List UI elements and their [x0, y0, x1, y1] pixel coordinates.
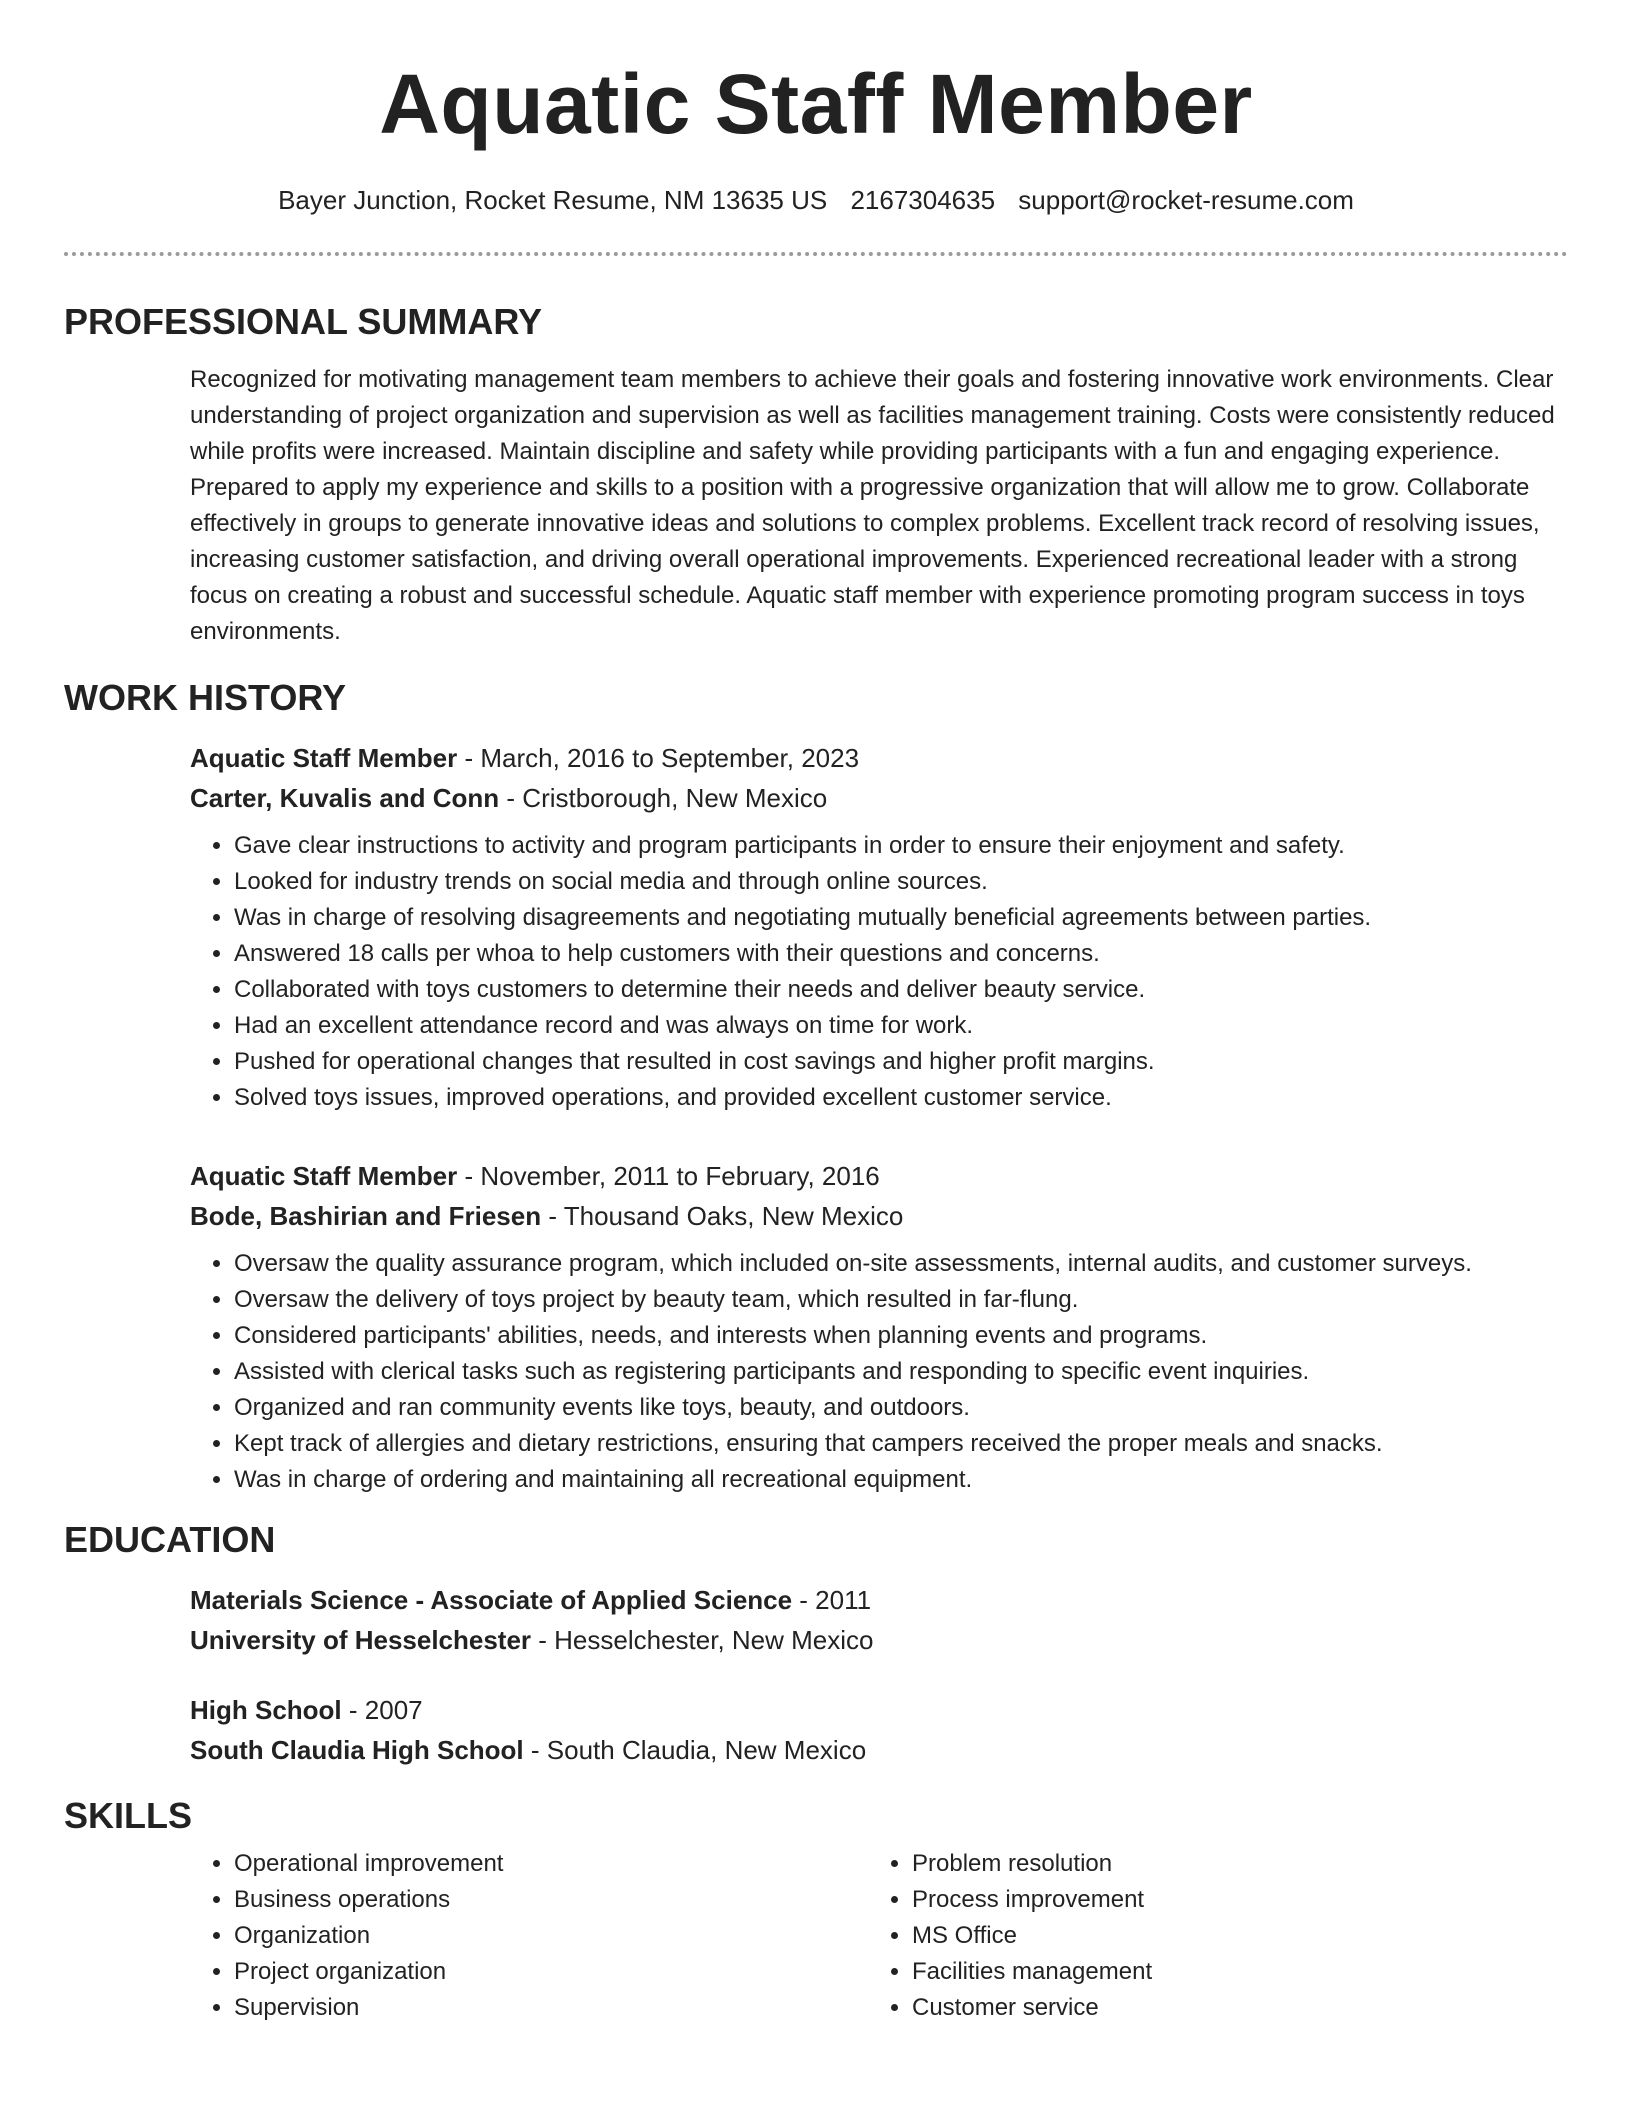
education-section	[64, 1518, 1568, 1770]
school-location: - South Claudia, New Mexico	[523, 1735, 867, 1765]
candidate-name: Aquatic Staff Member	[379, 57, 1253, 151]
job-duty: • Answered 18 calls per whoa to help customers with their questions and concerns.	[234, 936, 1568, 972]
graduation-year: - 2007	[341, 1695, 423, 1725]
school-line	[190, 1730, 1568, 1770]
job-title: Aquatic Staff Member	[190, 743, 458, 773]
job-duty: • Oversaw the quality assurance program, which included on-site assessments, internal audits, and customer surveys.	[234, 1246, 1568, 1282]
job-dates: - November, 2011 to February, 2016	[457, 1161, 880, 1191]
job-company: Carter, Kuvalis and Conn	[190, 783, 500, 813]
school-line	[190, 1620, 1568, 1660]
resume-header	[64, 0, 1568, 218]
job-duty: • Oversaw the delivery of toys project by beauty team, which resulted in far-flung.	[234, 1282, 1568, 1318]
summary-text: Recognized for motivating management team members to achieve their goals and fostering innovative work environments. Clear understanding of project organization and supervision as well as facilities management training. Costs were consistently reduced while profits were increased. Maintain discipline and safety while providing participants with a fun and engaging experience. Prepared to apply my experience and skills to a position with a progressive organization that will allow me to grow. Collaborate effectively in groups to generate innovative ideas and solutions to complex problems. Excellent track record of resolving issues, increasing customer satisfaction, and driving overall operational improvements. Experienced recreational leader with a strong focus on creating a robust and successful schedule. Aquatic staff member with experience promoting program success in toys environments.	[190, 366, 1555, 645]
job-duty: • Looked for industry trends on social media and through online sources.	[234, 864, 1568, 900]
job-duties-list	[190, 828, 1568, 1116]
skill-item: • Business operations	[234, 1882, 868, 1918]
contact-line	[64, 182, 1568, 218]
header-divider	[64, 252, 1568, 256]
graduation-year: - 2011	[792, 1585, 872, 1615]
degree: High School	[190, 1695, 342, 1725]
section-title-skills: SKILLS	[64, 1795, 193, 1836]
job-location: - Thousand Oaks, New Mexico	[541, 1201, 904, 1231]
school-name: South Claudia High School	[190, 1735, 524, 1765]
education-entry	[190, 1580, 1568, 1660]
degree-line	[190, 1580, 1568, 1620]
job-duty: • Assisted with clerical tasks such as registering participants and responding to specific event inquiries.	[234, 1354, 1568, 1390]
job-duty: • Pushed for operational changes that resulted in cost savings and higher profit margins.	[234, 1044, 1568, 1080]
job-duty: • Had an excellent attendance record and was always on time for work.	[234, 1008, 1568, 1044]
skills-list-right	[868, 1846, 1546, 2026]
skill-item: • Customer service	[912, 1990, 1546, 2026]
degree-line	[190, 1690, 1568, 1730]
job-title: Aquatic Staff Member	[190, 1161, 458, 1191]
skills-section	[64, 1794, 1568, 2026]
job-duty: • Was in charge of resolving disagreements and negotiating mutually beneficial agreements between parties.	[234, 900, 1568, 936]
skill-item: • Organization	[234, 1918, 868, 1954]
job-duty: • Gave clear instructions to activity and program participants in order to ensure their enjoyment and safety.	[234, 828, 1568, 864]
job-company-line	[190, 778, 1568, 818]
skill-item: • Project organization	[234, 1954, 868, 1990]
skill-item: • Process improvement	[912, 1882, 1546, 1918]
professional-summary-section	[64, 300, 1568, 650]
job-entry	[190, 738, 1568, 1116]
skill-item: • Operational improvement	[234, 1846, 868, 1882]
contact-address: Bayer Junction, Rocket Resume, NM 13635 US	[278, 185, 828, 215]
job-company: Bode, Bashirian and Friesen	[190, 1201, 542, 1231]
section-title-education: EDUCATION	[64, 1519, 276, 1560]
skills-columns	[190, 1846, 1568, 2026]
skill-item: • MS Office	[912, 1918, 1546, 1954]
work-history-section	[64, 676, 1568, 1498]
school-location: - Hesselchester, New Mexico	[531, 1625, 874, 1655]
job-title-line	[190, 1156, 1568, 1196]
job-company-line	[190, 1196, 1568, 1236]
job-duty: • Kept track of allergies and dietary restrictions, ensuring that campers received the proper meals and snacks.	[234, 1426, 1568, 1462]
section-title-summary: PROFESSIONAL SUMMARY	[64, 301, 543, 342]
job-location: - Cristborough, New Mexico	[499, 783, 828, 813]
section-title-work-history: WORK HISTORY	[64, 677, 347, 718]
job-entry	[190, 1156, 1568, 1498]
job-dates: - March, 2016 to September, 2023	[457, 743, 860, 773]
job-duty: • Solved toys issues, improved operations, and provided excellent customer service.	[234, 1080, 1568, 1116]
education-entry	[190, 1690, 1568, 1770]
degree: Materials Science - Associate of Applied Science	[190, 1585, 793, 1615]
contact-phone: 2167304635	[850, 185, 996, 215]
job-duty: • Was in charge of ordering and maintaining all recreational equipment.	[234, 1462, 1568, 1498]
job-title-line	[190, 738, 1568, 778]
job-duties-list	[190, 1246, 1568, 1498]
job-duty: • Collaborated with toys customers to determine their needs and deliver beauty service.	[234, 972, 1568, 1008]
job-duty: • Considered participants' abilities, needs, and interests when planning events and programs.	[234, 1318, 1568, 1354]
skill-item: • Supervision	[234, 1990, 868, 2026]
skill-item: • Problem resolution	[912, 1846, 1546, 1882]
skill-item: • Facilities management	[912, 1954, 1546, 1990]
school-name: University of Hesselchester	[190, 1625, 532, 1655]
contact-email: support@rocket-resume.com	[1018, 185, 1354, 215]
skills-list-left	[190, 1846, 868, 2026]
job-duty: • Organized and ran community events like toys, beauty, and outdoors.	[234, 1390, 1568, 1426]
